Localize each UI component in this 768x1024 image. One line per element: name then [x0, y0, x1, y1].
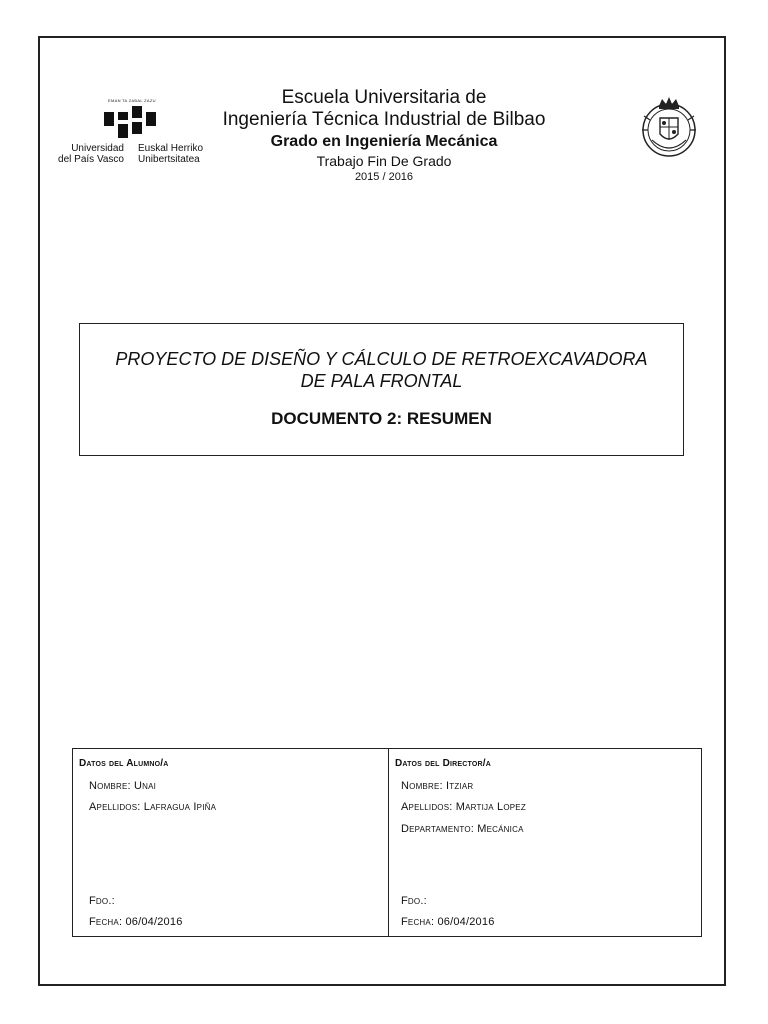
thesis-type: Trabajo Fin De Grado	[316, 153, 452, 169]
director-signature-label: Fdo.:	[401, 895, 427, 907]
director-date: Fecha: 06/04/2016	[401, 916, 495, 928]
director-data-heading: Datos del Director/a	[395, 758, 492, 769]
student-surnames: Apellidos: Lafragua Ipiña	[89, 801, 217, 813]
academic-year: 2015 / 2016	[354, 171, 414, 183]
director-surnames: Apellidos: Martija Lopez	[401, 801, 526, 813]
project-title: PROYECTO DE DISEÑO Y CÁLCULO DE RETROEXCAVADORA DE PALA FRONTAL	[115, 349, 648, 391]
director-data-column	[389, 749, 701, 936]
school-crest-seal-icon	[638, 96, 700, 160]
director-department: Departamento: Mecánica	[401, 823, 524, 835]
student-data-column	[73, 749, 389, 936]
student-signature-label: Fdo.:	[89, 895, 115, 907]
school-name-line1: Escuela Universitaria de	[281, 87, 487, 108]
document-title: DOCUMENTO 2: RESUMEN	[271, 409, 492, 428]
logo-tagline: EMAN TA ZABAL ZAZU	[108, 98, 156, 103]
school-name-line2: Ingeniería Técnica Industrial de Bilbao	[222, 109, 546, 130]
document-header	[200, 87, 568, 185]
upv-ehu-emblem-icon	[104, 106, 156, 140]
university-name-es: Universidad del País Vasco	[58, 143, 124, 165]
university-logo	[46, 98, 216, 170]
project-title-box	[79, 323, 684, 456]
student-data-heading: Datos del Alumno/a	[79, 758, 169, 769]
degree-name: Grado en Ingeniería Mecánica	[270, 133, 498, 150]
author-data-table	[72, 748, 702, 937]
student-date: Fecha: 06/04/2016	[89, 916, 183, 928]
student-name: Nombre: Unai	[89, 780, 157, 792]
university-name-eu: Euskal Herriko Unibertsitatea	[138, 143, 204, 165]
director-name: Nombre: Itziar	[401, 780, 474, 792]
